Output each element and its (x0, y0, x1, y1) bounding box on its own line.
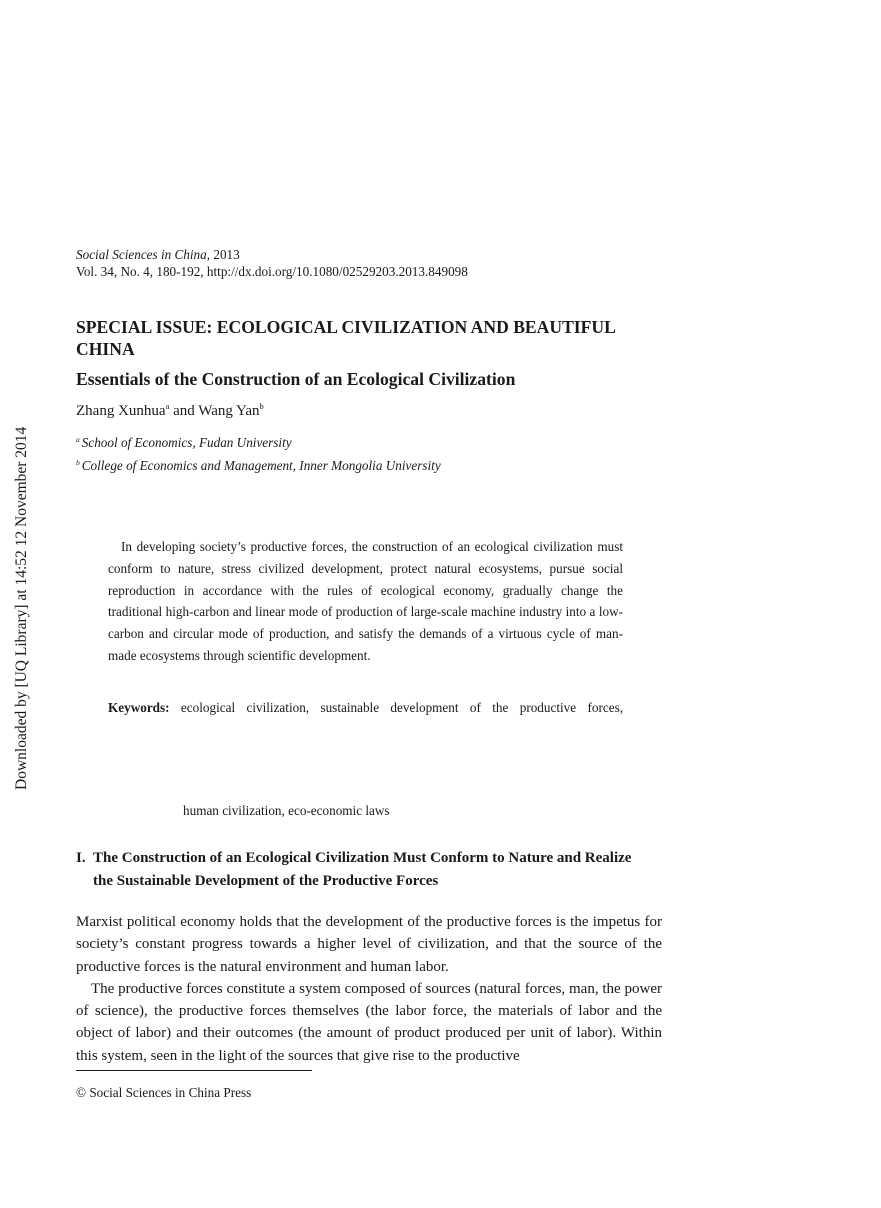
author-line (76, 401, 264, 420)
section-heading (76, 847, 666, 892)
abstract-text: In developing society’s productive forces, the construction of an ecological civilization must conform to nature, stress civilized development, protect natural ecosystems, pursue social reproduction in accordance with the rules of ecological economy, gradually change the traditional high-carbon and linear mode of production of large-scale machine industry into a low-carbon and circular mode of production, and satisfy the demands of a virtuous cycle of man-made ecosystems through scientific development. (108, 539, 623, 663)
footnote-divider (76, 1070, 312, 1071)
journal-citation: Vol. 34, No. 4, 180-192, http://dx.doi.org/10.1080/02529203.2013.849098 (76, 264, 468, 279)
keywords-label: Keywords: (108, 700, 170, 715)
keywords-list: ecological civilization, sustainable development of the productive forces, (180, 700, 623, 715)
special-issue-heading: SPECIAL ISSUE: ECOLOGICAL CIVILIZATION AND BEAUTIFUL CHINA (76, 317, 615, 359)
section-title: The Construction of an Ecological Civilization Must Conform to Nature and Realize (93, 850, 632, 866)
paragraph: Marxist political economy holds that the development of the productive forces is the impetus for society’s constant progress towards a higher level of civilization, and that the source of the productive forces is the natural environment and human labor. (76, 914, 662, 975)
journal-name: Social Sciences in China (76, 247, 207, 262)
affiliation-mark: a (76, 435, 80, 444)
affiliation (76, 435, 292, 451)
section-number: I. (76, 850, 86, 866)
abstract (108, 536, 623, 667)
affiliation-text: College of Economics and Management, Inner Mongolia University (81, 458, 441, 473)
keywords-list-continued: human civilization, eco-economic laws (183, 803, 390, 818)
affiliation-mark: b (259, 401, 264, 411)
download-stamp: Downloaded by [UQ Library] at 14:52 12 November 2014 (13, 426, 30, 790)
paragraph: The productive forces constitute a system composed of sources (natural forces, man, the power of science), the productive forces themselves (the labor force, the materials of labor and the object of labor) and their outcomes (the amount of product produced per unit of labor). Within this system, seen in the light of the sources that give rise to the productive (76, 980, 662, 1064)
journal-header (76, 247, 240, 263)
author-name: Zhang Xunhua (76, 403, 166, 419)
copyright-footnote: © Social Sciences in China Press (76, 1085, 252, 1100)
keywords (108, 700, 623, 716)
body-text (76, 911, 662, 1067)
section-title-continued: the Sustainable Development of the Productive Forces (93, 872, 439, 889)
author-connector: and (169, 403, 199, 419)
affiliation-mark: a (165, 401, 170, 411)
article-title: Essentials of the Construction of an Ecological Civilization (76, 369, 516, 389)
affiliation-text: School of Economics, Fudan University (81, 435, 292, 450)
affiliation-mark: b (76, 458, 80, 467)
journal-year: , 2013 (206, 247, 240, 262)
author-name: Wang Yan (198, 403, 260, 419)
affiliation (76, 458, 441, 474)
